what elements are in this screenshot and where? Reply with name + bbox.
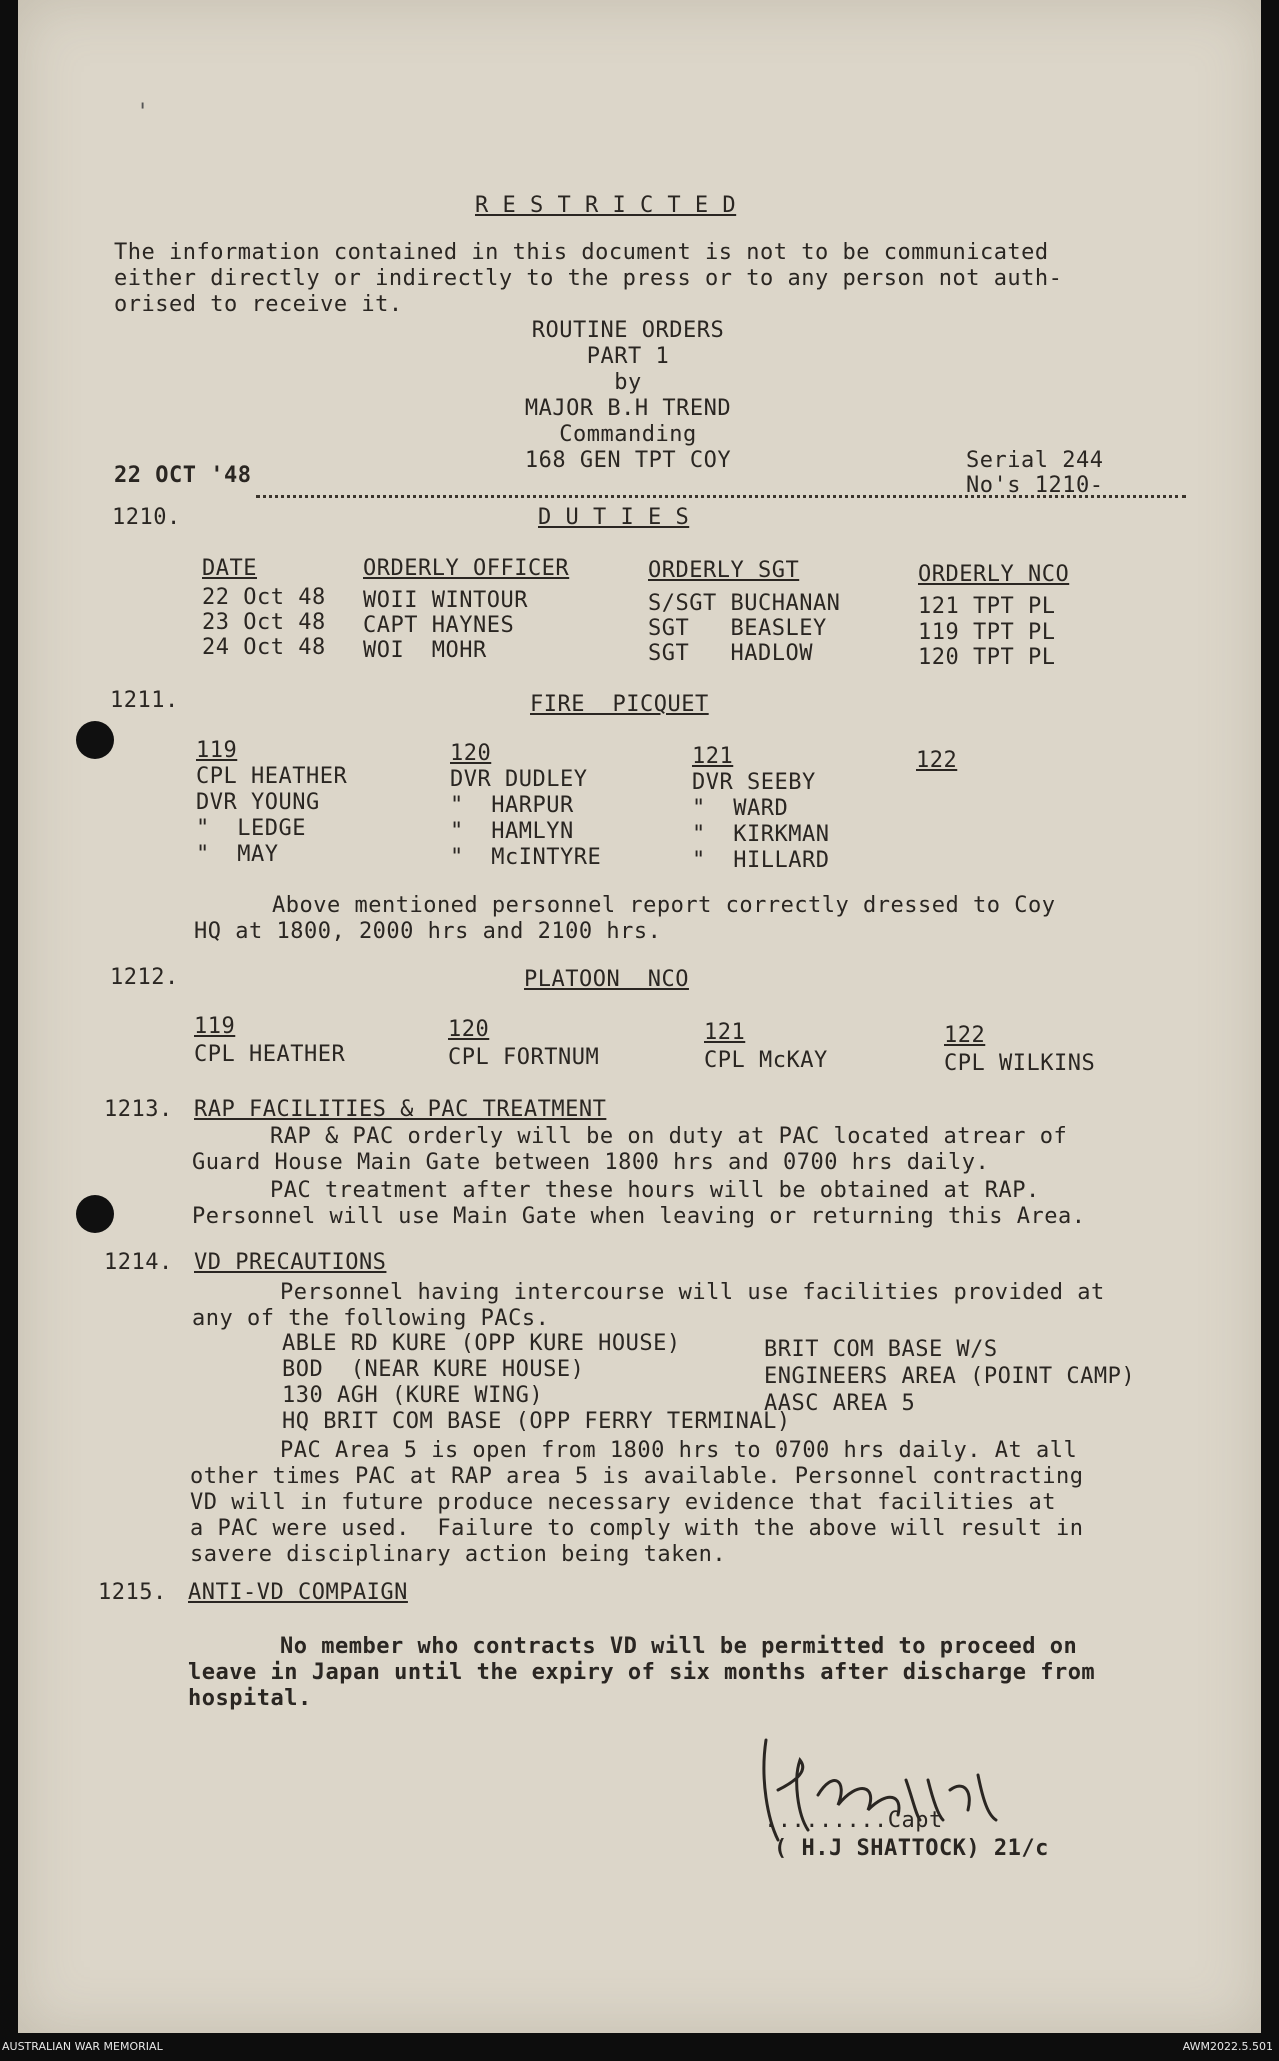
dotted-divider (256, 495, 1186, 498)
notice-line-3: orised to receive it. (114, 292, 403, 317)
footer-institution: AUSTRALIAN WAR MEMORIAL (2, 2040, 163, 2053)
notice-line-2: either directly or indirectly to the press or to any person not auth- (114, 266, 1063, 291)
nco-entry (194, 1013, 345, 1069)
table-cell: 22 Oct 48 (202, 585, 326, 610)
picquet-member: " KIRKMAN (692, 822, 830, 847)
vd-intro: Personnel having intercourse will use facilities provided at (280, 1280, 1105, 1305)
rap-line: Guard House Main Gate between 1800 hrs and 0700 hrs daily. (192, 1150, 990, 1175)
nco-name: CPL McKAY (704, 1048, 828, 1073)
nco-entry (704, 1019, 828, 1075)
pac-location: 130 AGH (KURE WING) (282, 1383, 544, 1408)
platoon-number: 119 (196, 738, 238, 763)
table-cell: 23 Oct 48 (202, 610, 326, 635)
order-numbers: No's 1210- (966, 473, 1104, 498)
platoon-number: 122 (944, 1023, 986, 1048)
document-page (18, 0, 1261, 2033)
platoon-number: 121 (704, 1020, 746, 1045)
title-line: ROUTINE ORDERS (531, 318, 725, 343)
section-heading: ANTI-VD COMPAIGN (188, 1580, 408, 1605)
section-heading: RAP FACILITIES & PAC TREATMENT (194, 1097, 607, 1122)
nco-entry (448, 1016, 599, 1072)
table-cell: S/SGT BUCHANAN (648, 591, 841, 616)
pac-location: ENGINEERS AREA (POINT CAMP) (764, 1364, 1136, 1389)
table-cell: WOII WINTOUR (363, 588, 528, 613)
table-cell: CAPT HAYNES (363, 613, 515, 638)
vd-body: PAC Area 5 is open from 1800 hrs to 0700 hrs daily. At all (280, 1438, 1078, 1463)
picquet-member: " WARD (692, 796, 789, 821)
table-header: ORDERLY OFFICER (363, 556, 570, 581)
section-number: 1211. (110, 688, 179, 713)
section-number: 1214. (104, 1250, 173, 1275)
serial-number: Serial 244 (966, 448, 1104, 473)
picquet-member: " HARPUR (450, 793, 574, 818)
section-heading: PLATOON NCO (524, 967, 689, 992)
picquet-member: " MAY (196, 842, 279, 867)
section-heading: FIRE PICQUET (530, 692, 709, 717)
rap-line: PAC treatment after these hours will be obtained at RAP. (270, 1178, 1040, 1203)
nco-entry (944, 1022, 1095, 1078)
table-cell: 119 TPT PL (918, 620, 1056, 645)
table-cell: 121 TPT PL (918, 594, 1056, 619)
signature-name: ( H.J SHATTOCK) 21/c (774, 1836, 1049, 1861)
platoon-number: 122 (916, 748, 958, 773)
corner-mark: ' (136, 100, 150, 125)
signature-rank: .........Capt (764, 1808, 943, 1833)
picquet-group (692, 744, 829, 874)
picquet-member: DVR DUDLEY (450, 767, 588, 792)
platoon-number: 120 (448, 1017, 490, 1042)
vd-intro: any of the following PACs. (192, 1306, 550, 1331)
pac-list-left (282, 1331, 791, 1435)
picquet-member: DVR YOUNG (196, 790, 320, 815)
nco-name: CPL HEATHER (194, 1042, 346, 1067)
picquet-note: HQ at 1800, 2000 hrs and 2100 hrs. (194, 919, 662, 944)
pac-list-right (764, 1336, 1135, 1417)
vd-body: VD will in future produce necessary evidence that facilities at (190, 1490, 1056, 1515)
picquet-member: " HILLARD (692, 848, 830, 873)
section-heading: VD PRECAUTIONS (194, 1250, 387, 1275)
anti-vd-line: No member who contracts VD will be permitted to proceed on (280, 1634, 1078, 1659)
table-cell: SGT BEASLEY (648, 616, 827, 641)
nco-name: CPL FORTNUM (448, 1045, 600, 1070)
table-cell: SGT HADLOW (648, 641, 813, 666)
picquet-group (916, 748, 957, 774)
restricted-heading: R E S T R I C T E D (475, 193, 737, 218)
section-number: 1212. (110, 965, 179, 990)
platoon-number: 120 (450, 741, 492, 766)
rap-line: Personnel will use Main Gate when leaving or returning this Area. (192, 1204, 1086, 1229)
notice-line-1: The information contained in this document is not to be communicated (114, 240, 1049, 265)
pac-location: AASC AREA 5 (764, 1391, 916, 1416)
rap-line: RAP & PAC orderly will be on duty at PAC located atrear of (270, 1124, 1068, 1149)
picquet-group (450, 741, 601, 871)
pac-location: HQ BRIT COM BASE (OPP FERRY TERMINAL) (282, 1409, 791, 1434)
platoon-number: 119 (194, 1014, 236, 1039)
section-number: 1213. (104, 1097, 173, 1122)
table-cell: 24 Oct 48 (202, 635, 326, 660)
section-number: 1210. (112, 505, 181, 530)
picquet-group (196, 738, 347, 868)
platoon-number: 121 (692, 744, 734, 769)
title-line: PART 1 (586, 344, 670, 369)
punch-hole (76, 1195, 114, 1233)
table-header: DATE (202, 556, 257, 581)
vd-body: other times PAC at RAP area 5 is available. Personnel contracting (190, 1464, 1084, 1489)
table-header: ORDERLY SGT (648, 558, 800, 583)
picquet-member: " HAMLYN (450, 819, 574, 844)
order-date: 22 OCT '48 (114, 463, 252, 488)
pac-location: BRIT COM BASE W/S (764, 1337, 998, 1362)
table-cell: WOI MOHR (363, 638, 487, 663)
vd-body: savere disciplinary action being taken. (190, 1542, 727, 1567)
picquet-member: " LEDGE (196, 816, 306, 841)
title-line: by (614, 370, 642, 395)
section-number: 1215. (98, 1580, 167, 1605)
title-block (398, 318, 858, 474)
title-line: 168 GEN TPT COY (524, 448, 732, 473)
title-line: Commanding (559, 422, 697, 447)
picquet-note: Above mentioned personnel report correctly dressed to Coy (272, 893, 1056, 918)
table-cell: 120 TPT PL (918, 645, 1056, 670)
nco-name: CPL WILKINS (944, 1051, 1096, 1076)
anti-vd-line: leave in Japan until the expiry of six months after discharge from (188, 1660, 1096, 1685)
picquet-member: " McINTYRE (450, 845, 602, 870)
section-heading: D U T I E S (538, 505, 690, 530)
vd-body: a PAC were used. Failure to comply with the above will result in (190, 1516, 1084, 1541)
footer-catalog-id: AWM2022.5.501 (1182, 2040, 1273, 2053)
picquet-member: CPL HEATHER (196, 764, 348, 789)
pac-location: BOD (NEAR KURE HOUSE) (282, 1357, 585, 1382)
table-header: ORDERLY NCO (918, 562, 1070, 587)
pac-location: ABLE RD KURE (OPP KURE HOUSE) (282, 1331, 681, 1356)
title-line: MAJOR B.H TREND (524, 396, 732, 421)
anti-vd-line: hospital. (188, 1686, 312, 1711)
picquet-member: DVR SEEBY (692, 770, 816, 795)
punch-hole (76, 721, 114, 759)
